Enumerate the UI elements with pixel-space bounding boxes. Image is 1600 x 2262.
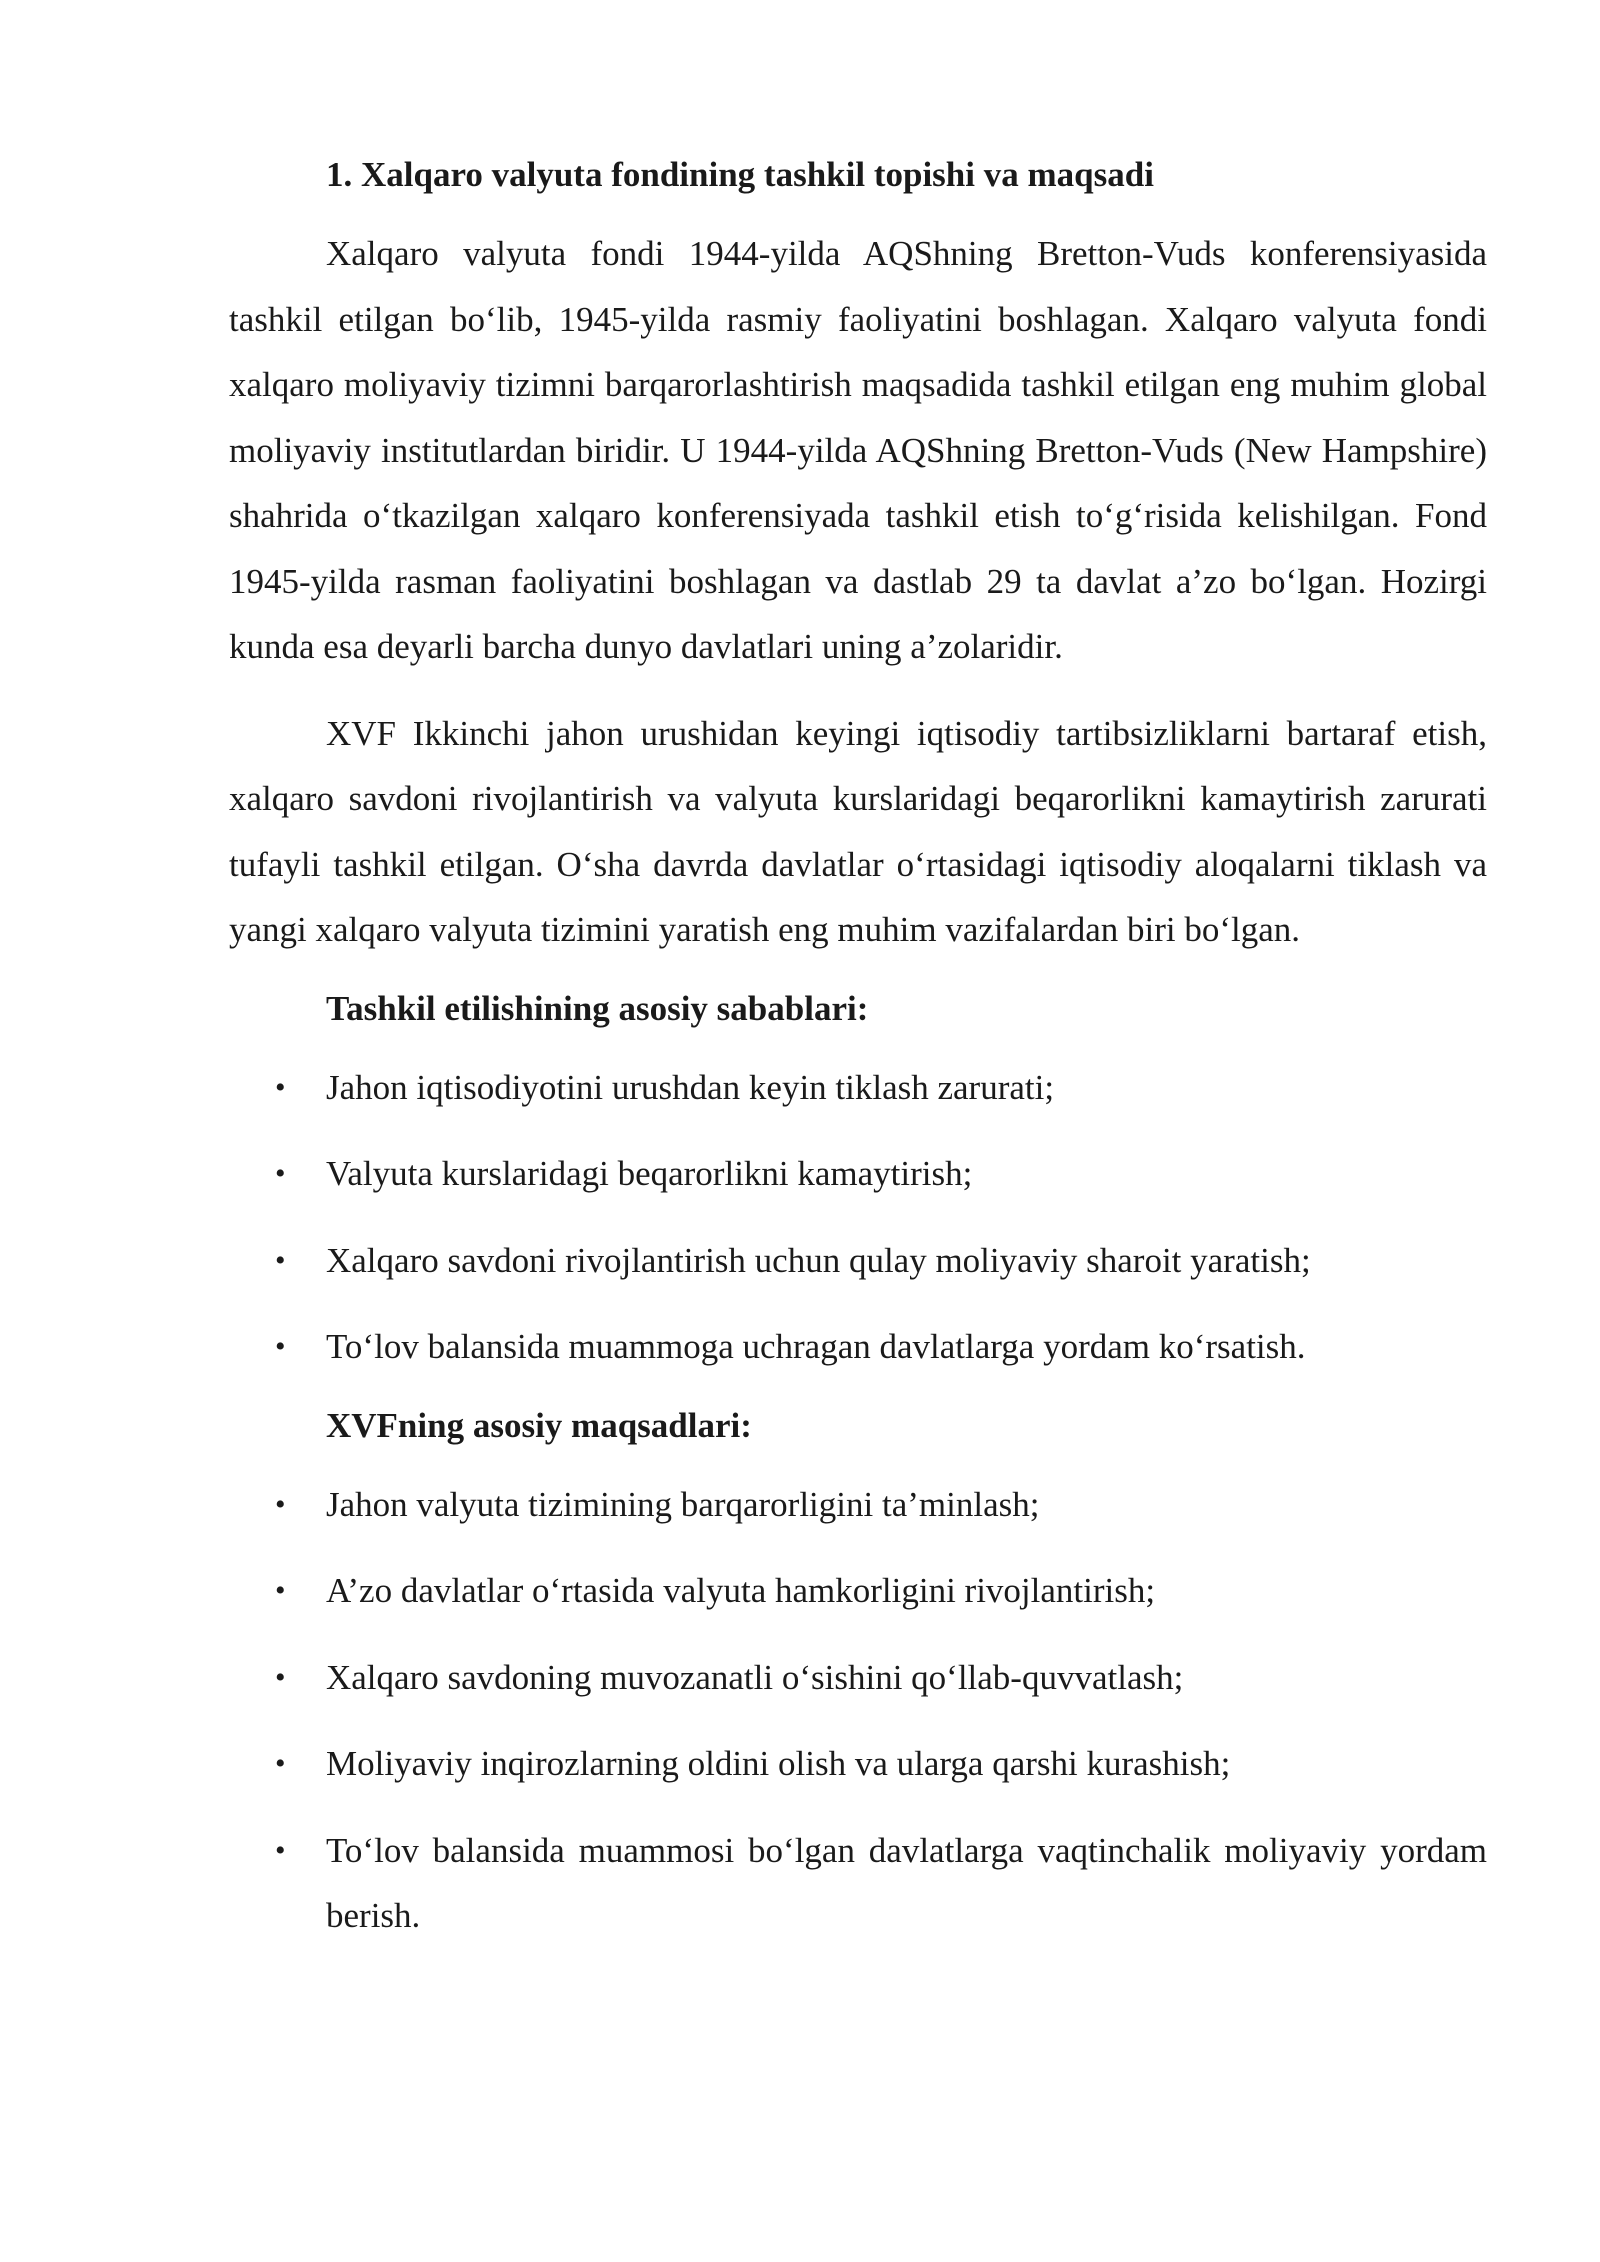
list-item-text: To‘lov balansida muammosi bo‘lgan davlatlarga vaqtinchalik moliyaviy yordam berish. [326, 1830, 1487, 1935]
list-item [229, 1141, 1487, 1207]
list-item-text: A’zo davlatlar o‘rtasida valyuta hamkorligini rivojlantirish; [326, 1571, 1156, 1610]
reasons-heading: Tashkil etilishining asosiy sabablari: [326, 988, 869, 1028]
bullet-icon: • [275, 1070, 286, 1104]
list-item [229, 1558, 1487, 1624]
list-item-text: Valyuta kurslaridagi beqarorlikni kamaytirish; [326, 1154, 973, 1193]
list-item-text: To‘lov balansida muammoga uchragan davlatlarga yordam ko‘rsatish. [326, 1327, 1306, 1366]
document-page [229, 150, 1487, 1970]
list-item [229, 1731, 1487, 1797]
list-item [229, 1314, 1487, 1380]
goals-list [229, 1472, 1487, 1949]
bullet-icon: • [275, 1243, 286, 1277]
bullet-icon: • [275, 1833, 286, 1867]
list-item-text: Moliyaviy inqirozlarning oldini olish va ularga qarshi kurashish; [326, 1744, 1231, 1783]
list-item-text: Jahon iqtisodiyotini urushdan keyin tiklash zarurati; [326, 1067, 1055, 1107]
paragraph-history: Xalqaro valyuta fondi 1944-yilda AQShning Bretton-Vuds konferensiyasida tashkil etilgan bo‘lib, 1945-yilda rasmiy faoliyatini boshlagan. Xalqaro valyuta fondi xalqaro moliyaviy tizimni barqarorlashtirish maqsadida tashkil etilgan eng muhim global moliyaviy institutlardan biridir. U 1944-yilda AQShning Bretton-Vuds (New Hampshire) shahrida o‘tkazilgan xalqaro konferensiyada tashkil etish to‘g‘risida kelishilgan. Fond 1945-yilda rasman faoliyatini boshlagan va dastlab 29 ta davlat a’zo bo‘lgan. Hozirgi kunda esa deyarli barcha dunyo davlatlari uning a’zolaridir. [229, 234, 1487, 666]
bullet-icon: • [275, 1330, 286, 1363]
list-item [229, 1645, 1487, 1711]
bullet-icon: • [275, 1747, 286, 1780]
bullet-icon: • [275, 1157, 286, 1190]
list-item-text: Jahon valyuta tizimining barqarorligini ta’minlash; [326, 1484, 1040, 1524]
bullet-icon: • [275, 1574, 286, 1607]
bullet-icon: • [275, 1660, 286, 1694]
goals-heading: XVFning asosiy maqsadlari: [326, 1405, 752, 1445]
list-item [229, 1472, 1487, 1538]
list-item-text: Xalqaro savdoning muvozanatli o‘sishini qo‘llab-quvvatlash; [326, 1657, 1184, 1697]
list-item-text: Xalqaro savdoni rivojlantirish uchun qulay moliyaviy sharoit yaratish; [326, 1240, 1311, 1280]
paragraph-background: XVF Ikkinchi jahon urushidan keyingi iqtisodiy tartibsizliklarni bartaraf etish, xalqaro savdoni rivojlantirish va valyuta kurslaridagi beqarorlikni kamaytirish zarurati tufayli tashkil etilgan. O‘sha davrda davlatlar o‘rtasidagi iqtisodiy aloqalarni tiklash va yangi xalqaro valyuta tizimini yaratish eng muhim vazifalardan biri bo‘lgan. [229, 713, 1487, 949]
bullet-icon: • [275, 1487, 286, 1521]
list-item [229, 1055, 1487, 1121]
list-item [229, 1818, 1487, 1949]
reasons-list [229, 1055, 1487, 1380]
list-item [229, 1228, 1487, 1294]
section-heading: 1. Xalqaro valyuta fondining tashkil topishi va maqsadi [326, 155, 1154, 194]
